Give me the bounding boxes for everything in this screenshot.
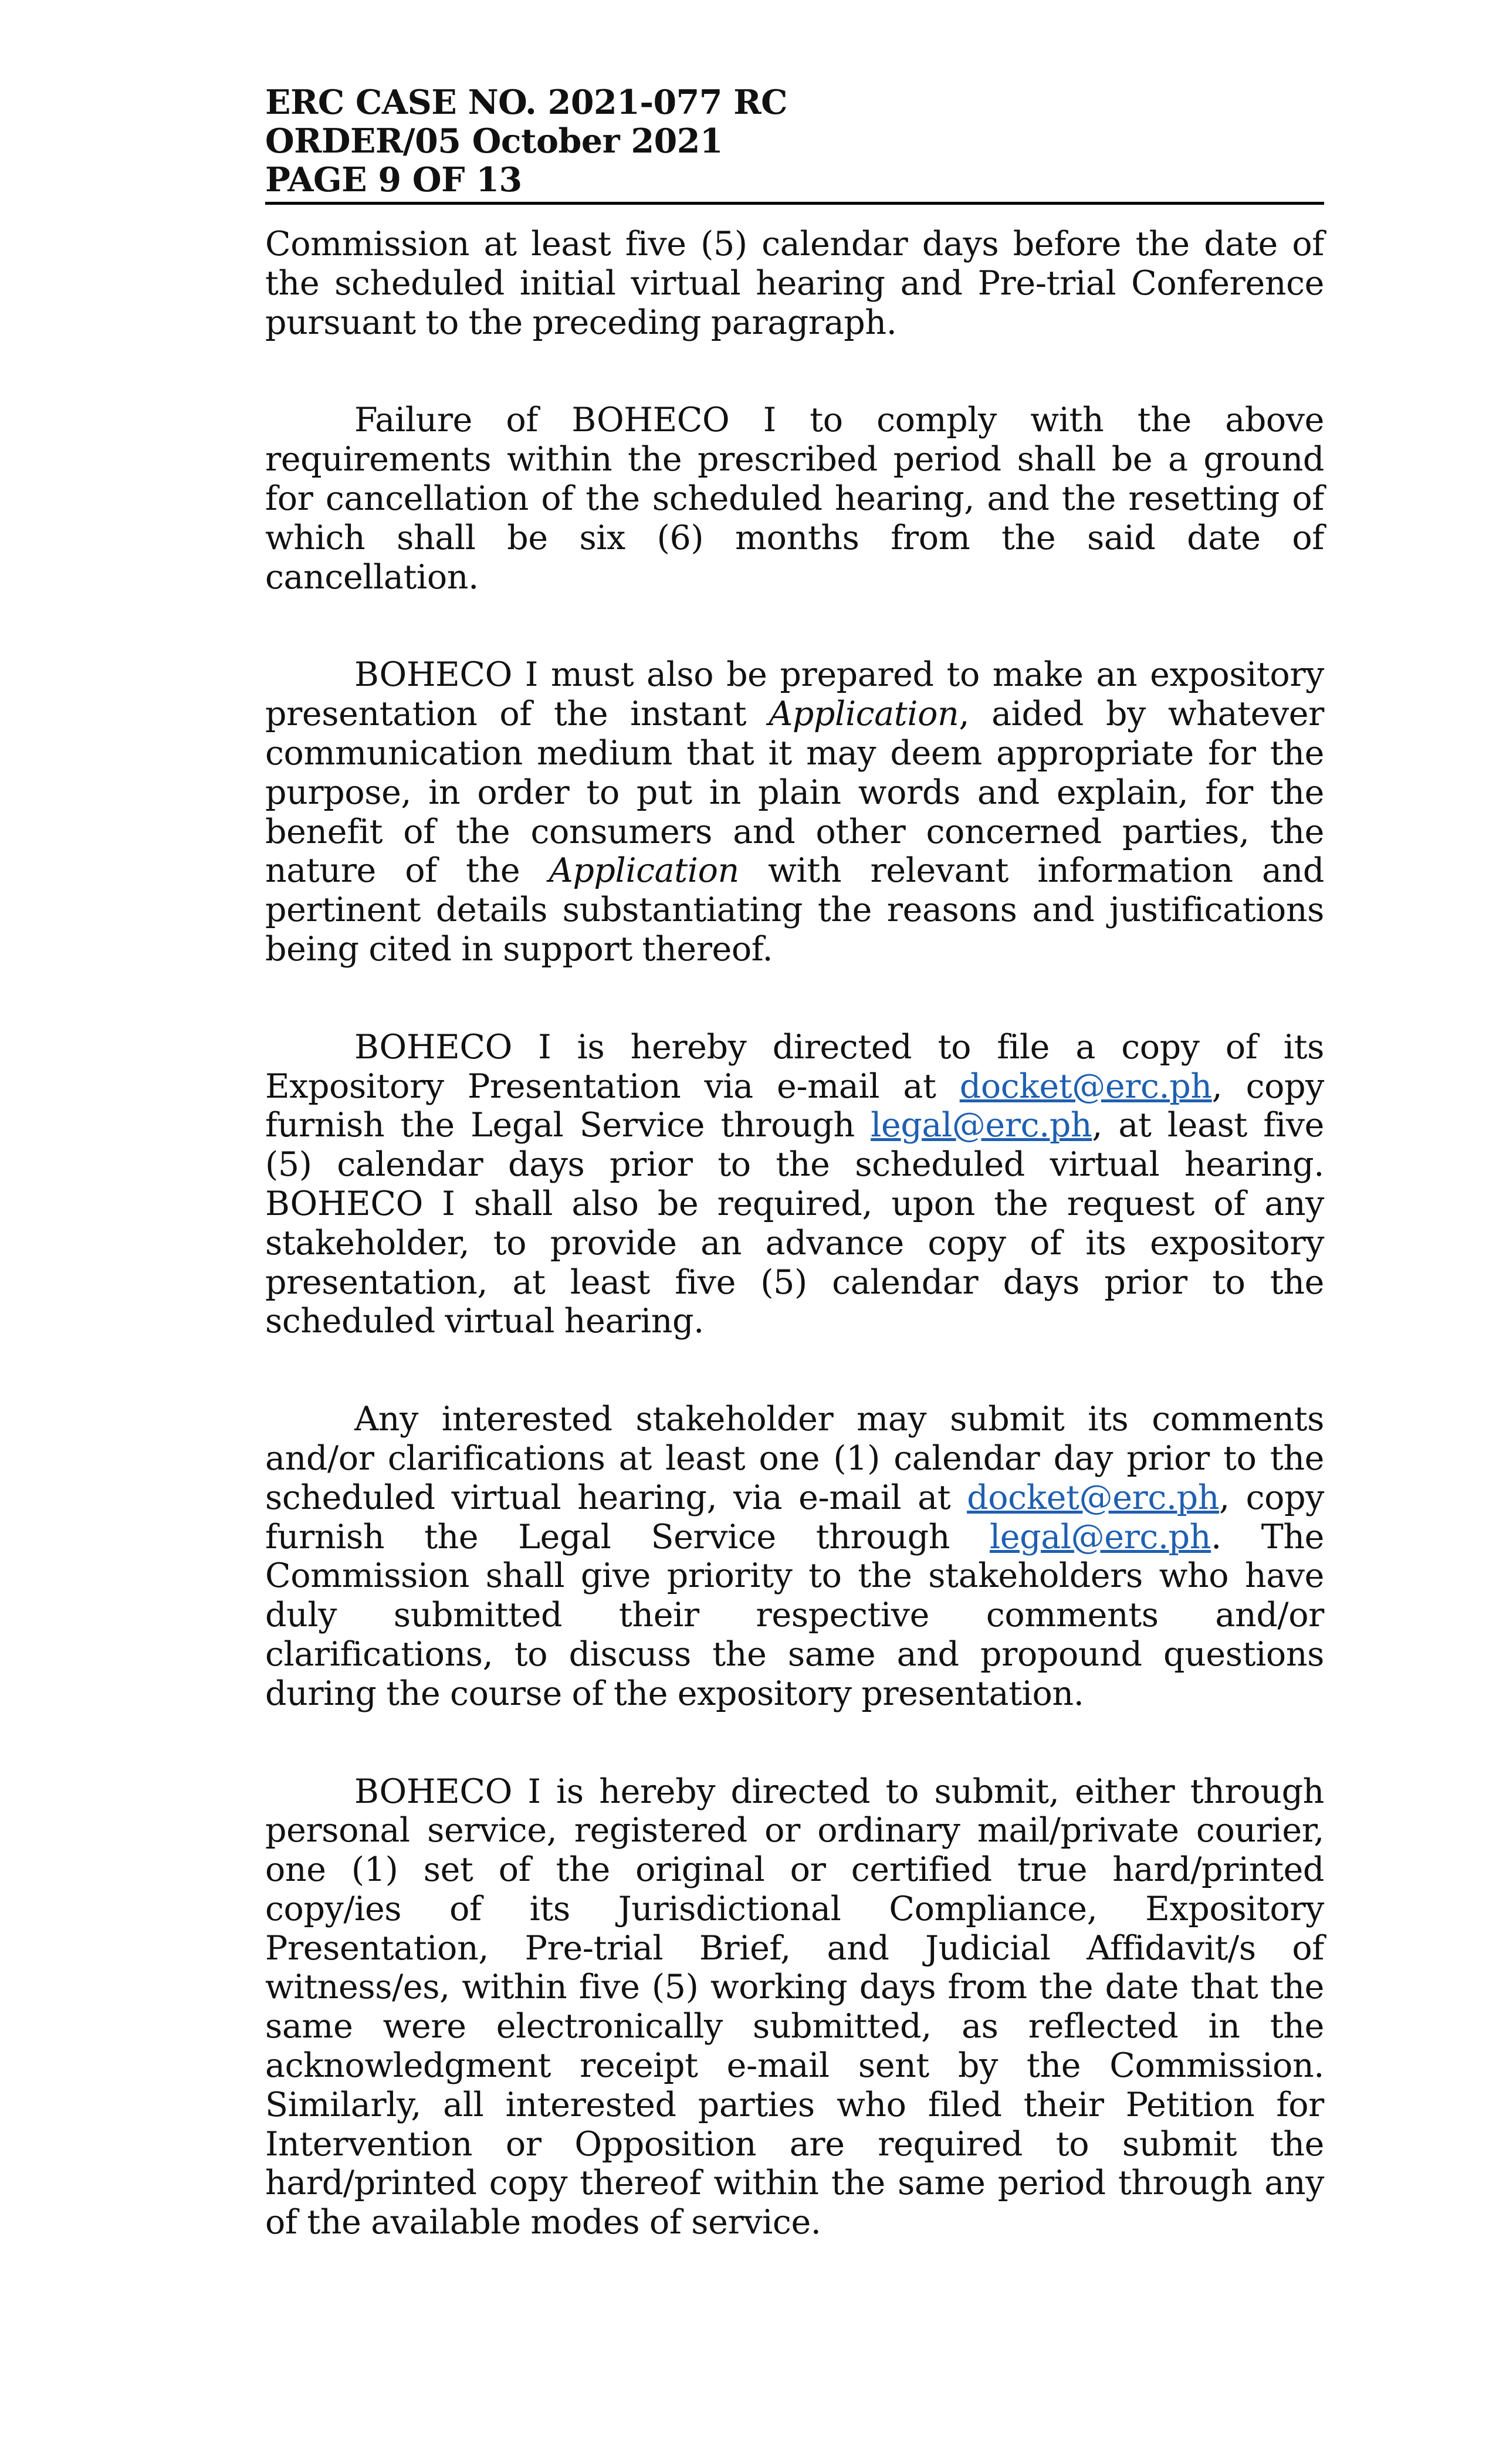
text-run: , copy furnish the Legal Service through	[265, 1478, 1324, 1556]
italic-term: Application	[549, 851, 739, 891]
text-run: , copy furnish the Legal Service through	[265, 1067, 1324, 1145]
paragraph-hard-copy-submission: BOHECO I is hereby directed to submit, either through personal service, registered or ordinary mail/private courier, one (1) set of the original or certified true hard/printed copy/ies of its Jurisdictional Compliance, Expository Presentation, Pre-trial Brief, and Judicial Affidavit/s of witness/es, within five (5) working days from the date that the same were electronically submitted, as reflected in the acknowledgment receipt e-mail sent by the Commission. Similarly, all interested parties who filed their Petition for Intervention or Opposition are required to submit the hard/printed copy thereof within the same period through any of the available modes of service.	[265, 1772, 1324, 2242]
paragraph-stakeholder-comments	[265, 1400, 1324, 1713]
header-divider	[265, 202, 1324, 205]
email-link-legal[interactable]: legal@erc.ph	[871, 1106, 1092, 1145]
paragraph-expository-presentation	[265, 655, 1324, 969]
text-run: , at least five (5) calendar days prior to the scheduled virtual hearing. BOHECO I shall also be required, upon the request of any stakeholder, to provide an advance copy of its expository presentation, at least five (5) calendar days prior to the scheduled virtual hearing.	[265, 1106, 1324, 1341]
document-header	[265, 83, 1324, 199]
text-run: BOHECO I must also be prepared to make an expository presentation of the instant	[265, 655, 1324, 734]
text-run: . The Commission shall give priority to the stakeholders who have duly submitted their respective comments and/or clarifications, to discuss the same and propound questions during the course of the expository presentation.	[265, 1517, 1324, 1713]
email-link-docket[interactable]: docket@erc.ph	[967, 1478, 1220, 1517]
paragraph-file-copy	[265, 1028, 1324, 1341]
page-number: PAGE 9 OF 13	[265, 160, 522, 199]
text-run: Any interested stakeholder may submit its comments and/or clarifications at least one (1) calendar day prior to the scheduled virtual hearing, via e-mail at	[265, 1400, 1324, 1517]
document-page	[265, 83, 1324, 2242]
paragraph-continuation: Commission at least five (5) calendar days before the date of the scheduled initial virtual hearing and Pre-trial Conference pursuant to the preceding paragraph.	[265, 225, 1324, 342]
italic-term: Application	[769, 695, 959, 734]
case-number: ERC CASE NO. 2021-077 RC	[265, 83, 788, 122]
document-body	[265, 225, 1324, 2242]
text-run: with relevant information and pertinent details substantiating the reasons and justifications being cited in support thereof.	[265, 851, 1324, 969]
paragraph-failure-to-comply: Failure of BOHECO I to comply with the above requirements within the prescribed period shall be a ground for cancellation of the scheduled hearing, and the resetting of which shall be six (6) months from the said date of cancellation.	[265, 401, 1324, 597]
text-run: , aided by whatever communication medium that it may deem appropriate for the purpose, in order to put in plain words and explain, for the benefit of the consumers and other concerned parties, the nature of the	[265, 695, 1324, 891]
text-run: BOHECO I is hereby directed to file a copy of its Expository Presentation via e-mail at	[265, 1027, 1324, 1106]
order-date: ORDER/05 October 2021	[265, 121, 723, 161]
email-link-legal[interactable]: legal@erc.ph	[989, 1517, 1211, 1556]
email-link-docket[interactable]: docket@erc.ph	[959, 1067, 1212, 1106]
